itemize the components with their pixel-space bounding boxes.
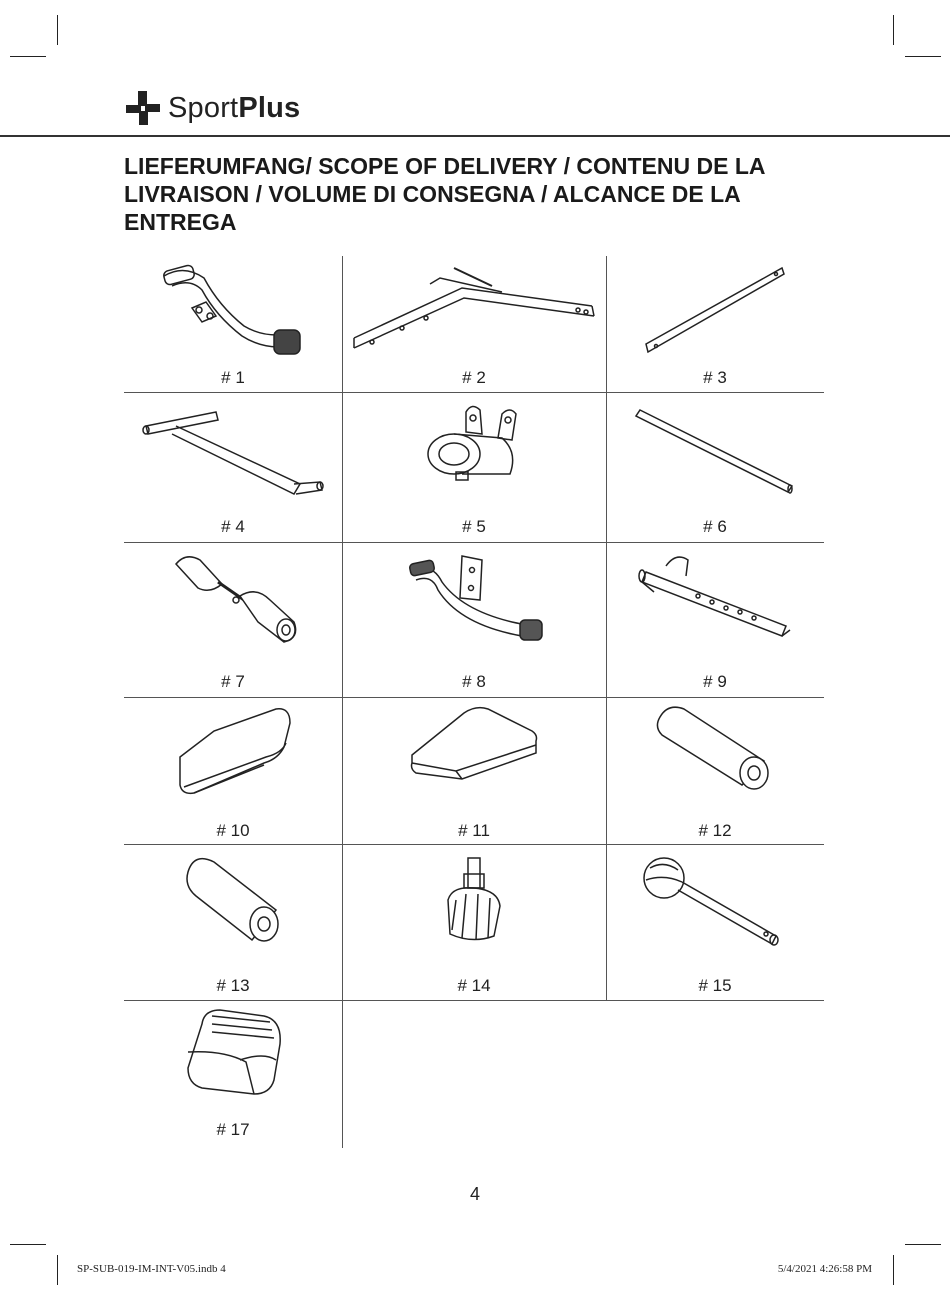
end-cap-drawing [124, 1000, 342, 1120]
part-label: # 2 [462, 368, 486, 387]
crop-mark [905, 1244, 941, 1245]
dual-foam-roller-drawing [124, 542, 342, 668]
part-cell-1 [124, 256, 342, 392]
part-label: # 13 [216, 976, 250, 995]
part-label: # 9 [703, 672, 727, 691]
foam-tube-drawing [606, 697, 824, 817]
part-label: # 6 [703, 517, 727, 536]
part-label: # 14 [457, 976, 491, 995]
crop-mark [905, 56, 941, 57]
footer-timestamp: 5/4/2021 4:26:58 PM [777, 1263, 872, 1275]
sportplus-cross-icon [124, 89, 162, 127]
part-label: # 12 [698, 821, 732, 840]
knob-drawing [342, 844, 606, 970]
part-cell-3 [606, 256, 824, 392]
curved-handlebar-drawing [124, 256, 342, 366]
round-rod-drawing [606, 392, 824, 516]
crop-mark [10, 1244, 46, 1245]
part-label: # 8 [462, 672, 486, 691]
part-label: # 7 [221, 672, 245, 691]
part-cell-17 [124, 1000, 342, 1148]
part-label: # 3 [703, 368, 727, 387]
page-title: LIEFERUMFANG/ SCOPE OF DELIVERY / CONTENU DE LA LIVRAISON / VOLUME DI CONSEGNA / ALCANCE DE LA ENTREGA [124, 153, 765, 235]
foam-roller-drawing [124, 844, 342, 970]
back-pad-drawing [124, 697, 342, 817]
part-cell-14 [342, 844, 606, 1000]
brand-name: SportPlus [168, 91, 301, 124]
part-cell-10 [124, 697, 342, 844]
part-label: # 4 [221, 517, 245, 536]
part-cell-13 [124, 844, 342, 1000]
part-cell-11 [342, 697, 606, 844]
part-label: # 11 [458, 821, 490, 840]
part-cell-6 [606, 392, 824, 542]
t-bar-drawing [124, 392, 342, 516]
crop-mark [893, 1255, 894, 1285]
flat-bar-drawing [606, 256, 824, 366]
crop-mark [10, 56, 46, 57]
part-cell-4 [124, 392, 342, 542]
bracket-sleeve-drawing [342, 392, 606, 516]
page-number: 4 [469, 1184, 480, 1204]
part-cell-9 [606, 542, 824, 697]
part-cell-7 [124, 542, 342, 697]
part-label: # 1 [221, 368, 245, 387]
crop-mark [893, 15, 894, 45]
part-label: # 10 [216, 821, 250, 840]
part-label: # 15 [698, 976, 732, 995]
part-cell-8 [342, 542, 606, 697]
crop-mark [57, 15, 58, 45]
part-cell-15 [606, 844, 824, 1000]
main-frame-drawing [342, 256, 606, 366]
handlebar-bracket-drawing [342, 542, 606, 668]
crop-mark [57, 1255, 58, 1285]
part-label: # 17 [216, 1120, 250, 1139]
part-cell-5 [342, 392, 606, 542]
part-label: # 5 [462, 517, 486, 536]
brand-logo [124, 88, 300, 128]
part-cell-12 [606, 697, 824, 844]
footer-file-name: SP-SUB-019-IM-INT-V05.indb 4 [77, 1263, 226, 1275]
parts-grid [124, 256, 824, 1148]
header-rule [0, 135, 950, 137]
pull-pin-drawing [606, 844, 824, 970]
part-cell-2 [342, 256, 606, 392]
adjustable-arm-drawing [606, 542, 824, 668]
seat-pad-drawing [342, 697, 606, 817]
